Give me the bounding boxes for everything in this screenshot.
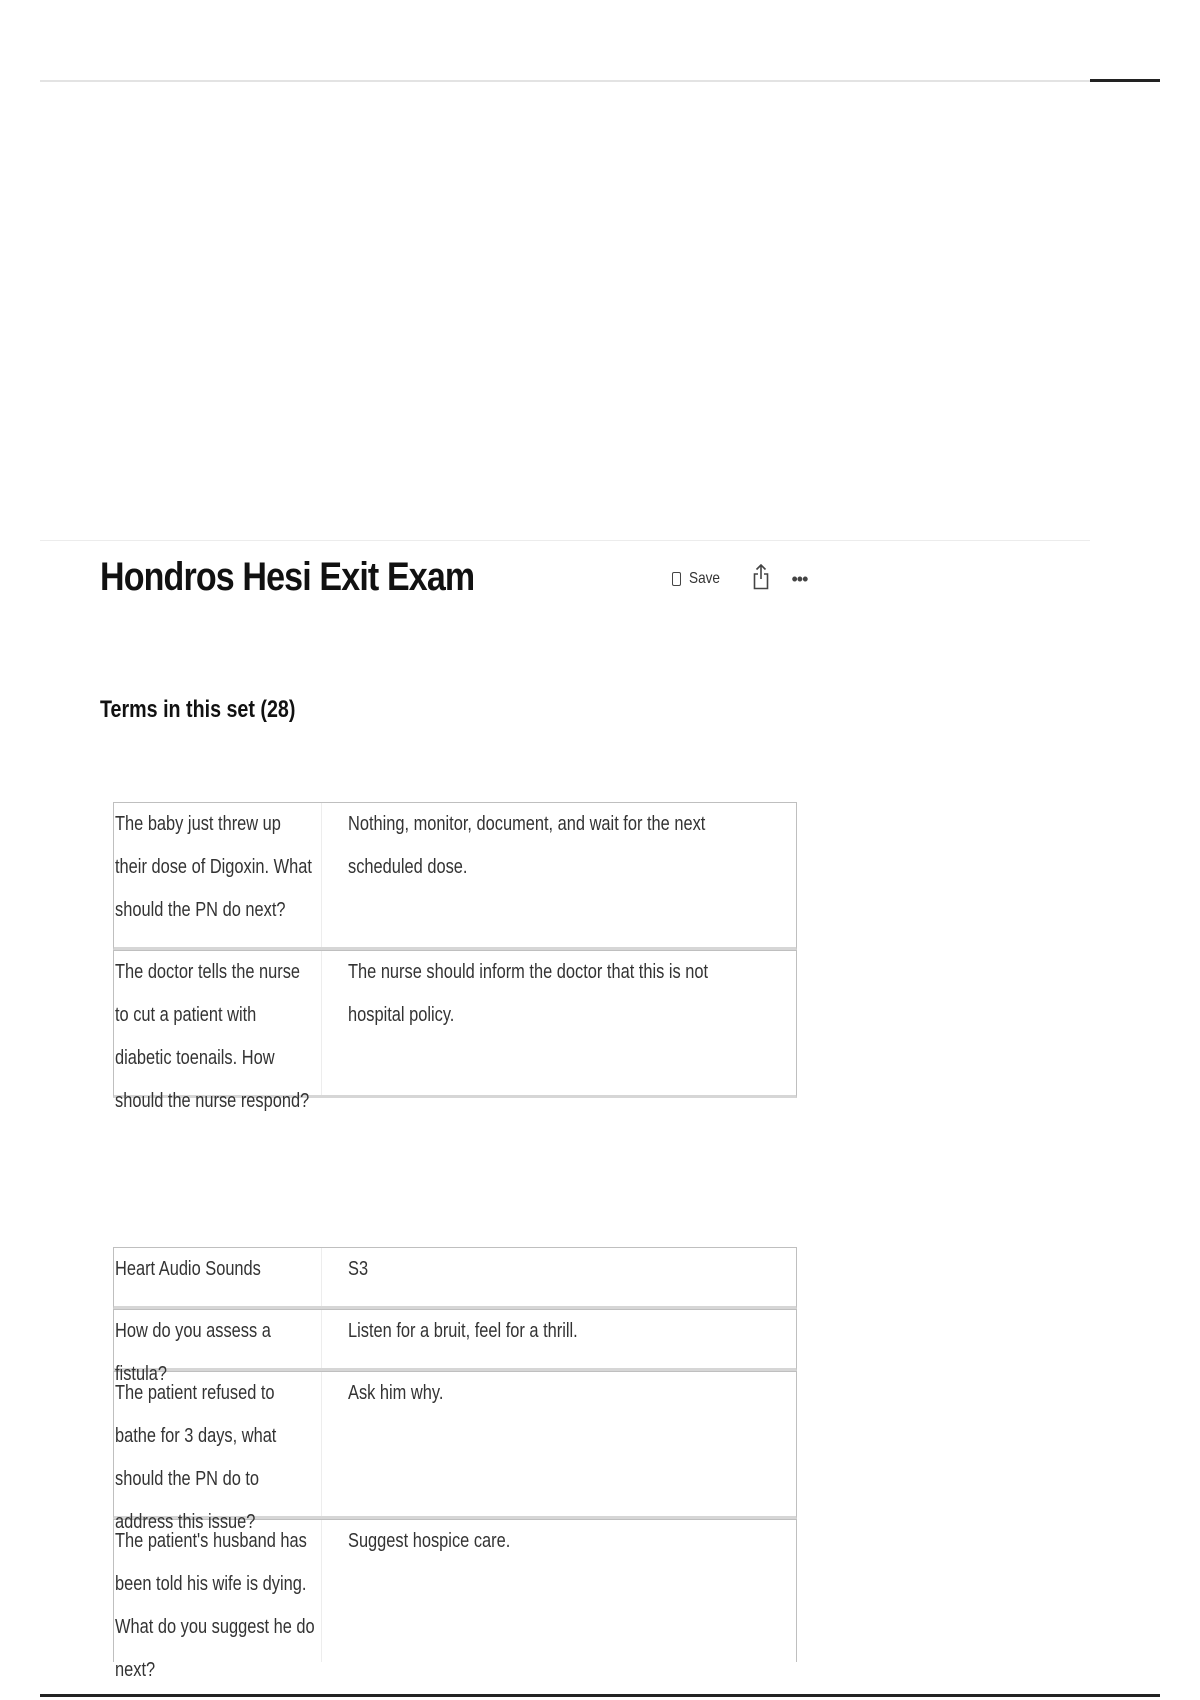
top-divider-accent [1090, 79, 1160, 82]
definition-cell [322, 1248, 848, 1306]
save-button[interactable] [672, 570, 725, 588]
term-row[interactable] [113, 1309, 797, 1385]
definition-cell [322, 951, 848, 1095]
definition-text: Nothing, monitor, document, and wait for the next scheduled dose. [348, 813, 706, 878]
definition-cell [322, 803, 848, 947]
definition-text: Listen for a bruit, feel for a thrill. [348, 1320, 578, 1342]
term-group-2 [113, 1247, 797, 1681]
page-title: Hondros Hesi Exit Exam [100, 555, 475, 599]
bookmark-icon [672, 572, 681, 586]
term-cell [114, 803, 322, 947]
definition-text: Suggest hospice care. [348, 1530, 511, 1552]
top-divider [40, 80, 1090, 82]
more-icon[interactable]: ••• [791, 569, 808, 589]
share-icon-graphic [753, 564, 769, 590]
term-text: The patient's husband has been told his wife is dying. What do you suggest he do next? [115, 1530, 315, 1681]
term-cell [114, 951, 322, 1112]
term-cell [114, 1248, 322, 1306]
term-row[interactable] [113, 950, 797, 1112]
definition-cell [322, 1520, 848, 1662]
term-text: How do you assess a fistula? [115, 1320, 271, 1385]
term-text: Heart Audio Sounds [115, 1258, 261, 1280]
set-actions [672, 564, 807, 594]
bottom-divider [40, 1694, 1160, 1697]
term-row[interactable] [113, 1247, 797, 1309]
definition-text: The nurse should inform the doctor that this is not hospital policy. [348, 961, 709, 1026]
term-text: The patient refused to bathe for 3 days, what should the PN do to address this issue? [115, 1382, 277, 1533]
definition-cell [322, 1310, 848, 1368]
header-divider [40, 540, 1090, 541]
term-row[interactable] [113, 1519, 797, 1681]
term-row[interactable] [113, 802, 797, 950]
terms-heading: Terms in this set (28) [100, 696, 296, 723]
definition-text: Ask him why. [348, 1382, 444, 1404]
definition-cell [322, 1372, 848, 1516]
term-text: The baby just threw up their dose of Digoxin. What should the PN do next? [115, 813, 312, 921]
term-group-1 [113, 802, 797, 1112]
term-text: The doctor tells the nurse to cut a patient with diabetic toenails. How should the nurse respond? [115, 961, 310, 1112]
term-row[interactable] [113, 1371, 797, 1533]
term-cell [114, 1520, 322, 1681]
term-cell [114, 1372, 322, 1533]
term-cell [114, 1310, 322, 1385]
save-label: Save [689, 570, 720, 587]
definition-text: S3 [348, 1258, 369, 1280]
share-icon[interactable] [753, 564, 769, 595]
